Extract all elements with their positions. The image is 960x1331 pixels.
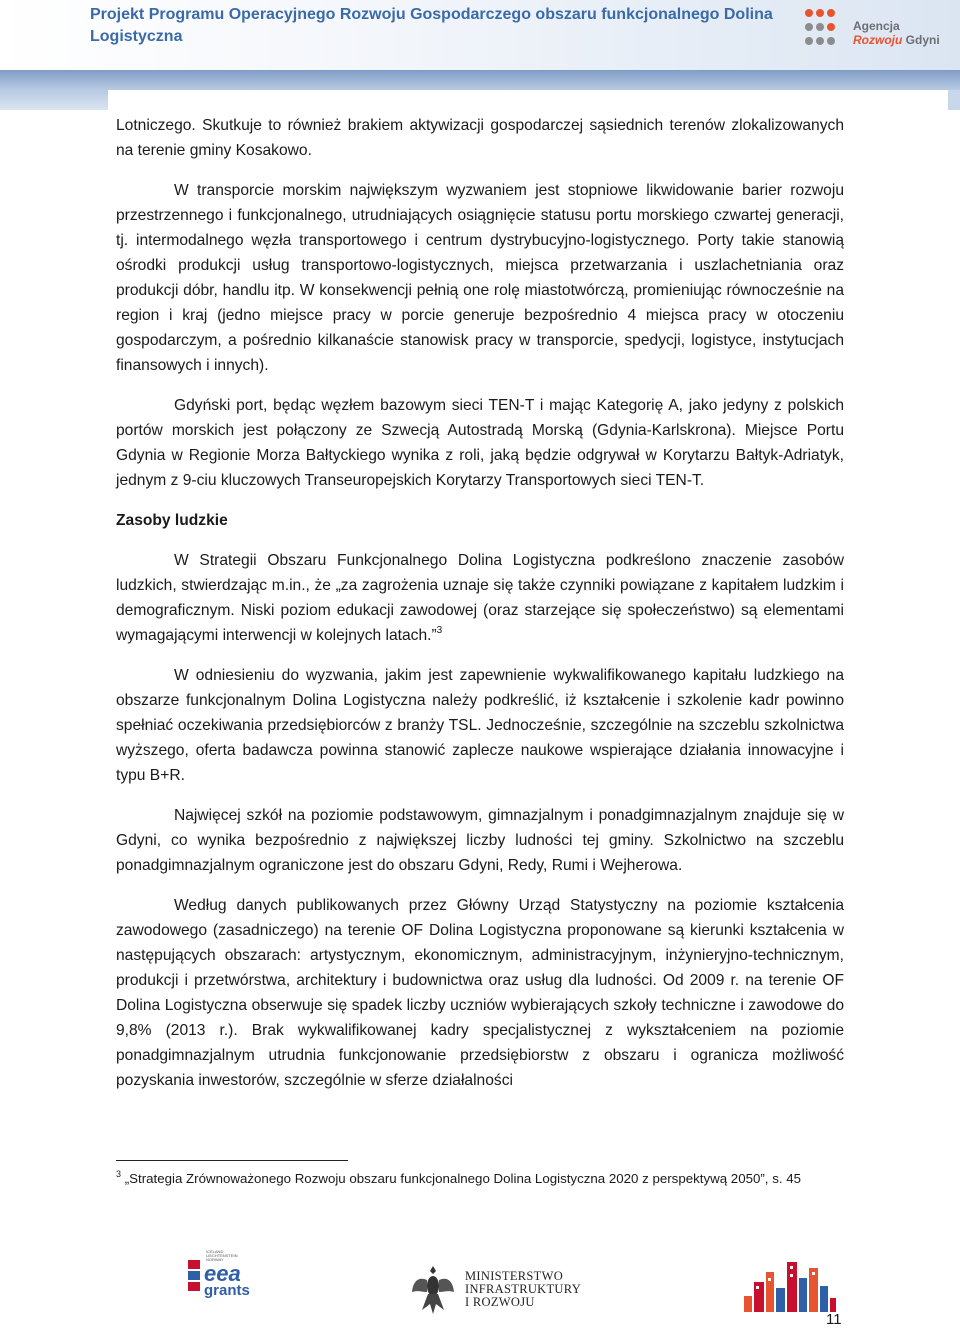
polish-eagle-emblem-icon [410, 1262, 456, 1318]
agencja-logo [803, 8, 953, 52]
agencja-line1: Agencja [853, 19, 900, 33]
section-heading: Zasoby ludzkie [116, 512, 228, 529]
header-title: Projekt Programu Operacyjnego Rozwoju Gospodarczego obszaru funkcjonalnego Dolina Logistyczna [90, 6, 773, 45]
paragraph-1: Lotniczego. Skutkuje to również brakiem aktywizacji gospodarczej sąsiednich terenów zlokalizowanych na terenie gminy Kosakowo. [116, 117, 844, 159]
paragraph-3: Gdyński port, będąc węzłem bazowym sieci TEN-T i mając Kategorię A, jako jedyny z polskich portów morskich jest połączony ze Szwecją Autostradą Morską (Gdynia-Karlskrona). Miejsce Portu Gdynia w Regionie Morza Bałtyckiego wynika z roli, jaką będzie odgrywał w Korytarzu Bałtyk-Adriatyk, jednym z 9-ciu kluczowych Transeuropejskich Korytarzy Transportowych sieci TEN-T. [116, 397, 844, 489]
footnote-number: 3 [116, 1169, 122, 1179]
ministry-line-2: INFRASTRUKTURY [465, 1282, 582, 1296]
paragraph-4-text: W Strategii Obszaru Funkcjonalnego Dolina Logistyczna podkreślono znaczenie zasobów ludzkich, stwierdzając m.in., że „za zagrożenia uznaje się także czynniki powiązane z kapitałem ludzkim i demograficznym. Niski poziom edukacji zawodowej (oraz starzejące się społeczeństwo) są elementami wymagającymi interwencji w kolejnych latach.” [116, 552, 844, 644]
page-number: 11 [826, 1311, 842, 1328]
grants-word: grants [204, 1282, 250, 1299]
paragraph-2: W transporcie morskim największym wyzwaniem jest stopniowe likwidowanie barier rozwoju przestrzennego i funkcjonalnego, utrudniających osiągnięcie statusu portu morskiego czwartej generacji, tj. intermodalnego węzła transportowego i centrum dystrybucyjno-logistycznego. Porty takie stanowią ośrodki produkcji usług transportowo-logistycznych, miejsca przetwarzania i uszlachetniania oraz produkcji dóbr, handlu itp. W konsekwencji pełnią one rolę miastotwórczą, promieniując równocześnie na region i kraj (jedno miejsce pracy w porcie generuje bezpośrednio 4 miejsca pracy w otoczeniu gospodarczym, a pośrednio kilkanaście stanowisk pracy w transporcie, spedycji, logistyce, instytucjach finansowych i innych). [116, 182, 844, 374]
footnote-separator [116, 1160, 348, 1161]
eea-flag-icon [186, 1258, 204, 1294]
footnote [116, 1168, 844, 1189]
eea-small-text: ICELAND LIECHTENSTEIN NORWAY [206, 1249, 238, 1262]
city-skyline-logo-icon [742, 1252, 838, 1314]
eea-grants-logo-icon [186, 1250, 266, 1300]
agencja-line2 [853, 34, 940, 47]
agencja-accent-word: Rozwoju [853, 33, 903, 47]
ministry-line-1: MINISTERSTWO [465, 1269, 564, 1283]
agencja-dots-logo-icon [803, 8, 845, 50]
paragraph-6: Najwięcej szkół na poziomie podstawowym, gimnazjalnym i ponadgimnazjalnym znajduje się w Gdyni, co wynika bezpośrednio z największej liczby ludności tej gminy. Szkolnictwo na szczeblu ponadgimnazjalnym ograniczone jest do obszaru Gdyni, Redy, Rumi i Wejherowa. [116, 807, 844, 874]
header-band-left [0, 90, 108, 110]
document-body [116, 113, 844, 1093]
paragraph-7: Według danych publikowanych przez Główny Urząd Statystyczny na poziomie kształcenia zawodowego (zasadniczego) na terenie OF Dolina Logistyczna proponowane są kierunki kształcenia w następujących obszarach: artystycznym, ekonomicznym, administracyjnym, inżynieryjno-technicznym, produkcji i przetwórstwa, architektury i budownictwa oraz usług dla ludności. Od 2009 r. na terenie OF Dolina Logistyczna obserwuje się spadek liczby uczniów wybierających szkoły techniczne i zawodowe do 9,8% (2013 r.). Brak wykwalifikowanej kadry specjalistycznej z wykształceniem na poziomie ponadgimnazjalnym utrudnia funkcjonowanie przedsiębiorstw z obszaru i ogranicza możliwość pozyskania inwestorów, szczególnie w sferze działalności [116, 897, 844, 1089]
paragraph-4 [116, 548, 844, 648]
paragraph-5: W odniesieniu do wyzwania, jakim jest zapewnienie wykwalifikowanego kapitału ludzkiego na obszarze funkcjonalnym Dolina Logistyczna należy podkreślić, iż kształcenie i szkolenie kadr powinno spełniać oczekiwania przedsiębiorców z branży TSL. Jednocześnie, szczególnie na szczeblu szkolnictwa wyższego, oferta badawcza powinna stanowić zaplecze naukowe wspierające działania innowacyjne i typu B+R. [116, 667, 844, 784]
header-band-right [948, 90, 960, 110]
eea-word: eea [204, 1261, 241, 1286]
header-band [0, 70, 960, 90]
ministry-text [465, 1270, 581, 1309]
page-header [0, 0, 960, 70]
ministry-line-3: I ROZWOJU [465, 1295, 535, 1309]
agencja-city-word: Gdyni [905, 33, 940, 47]
footnote-text: „Strategia Zrównoważonego Rozwoju obszaru funkcjonalnego Dolina Logistyczna 2020 z perspektywą 2050”, s. 45 [121, 1171, 802, 1186]
ministry-logo [410, 1262, 610, 1318]
footnote-ref[interactable]: 3 [436, 625, 443, 636]
